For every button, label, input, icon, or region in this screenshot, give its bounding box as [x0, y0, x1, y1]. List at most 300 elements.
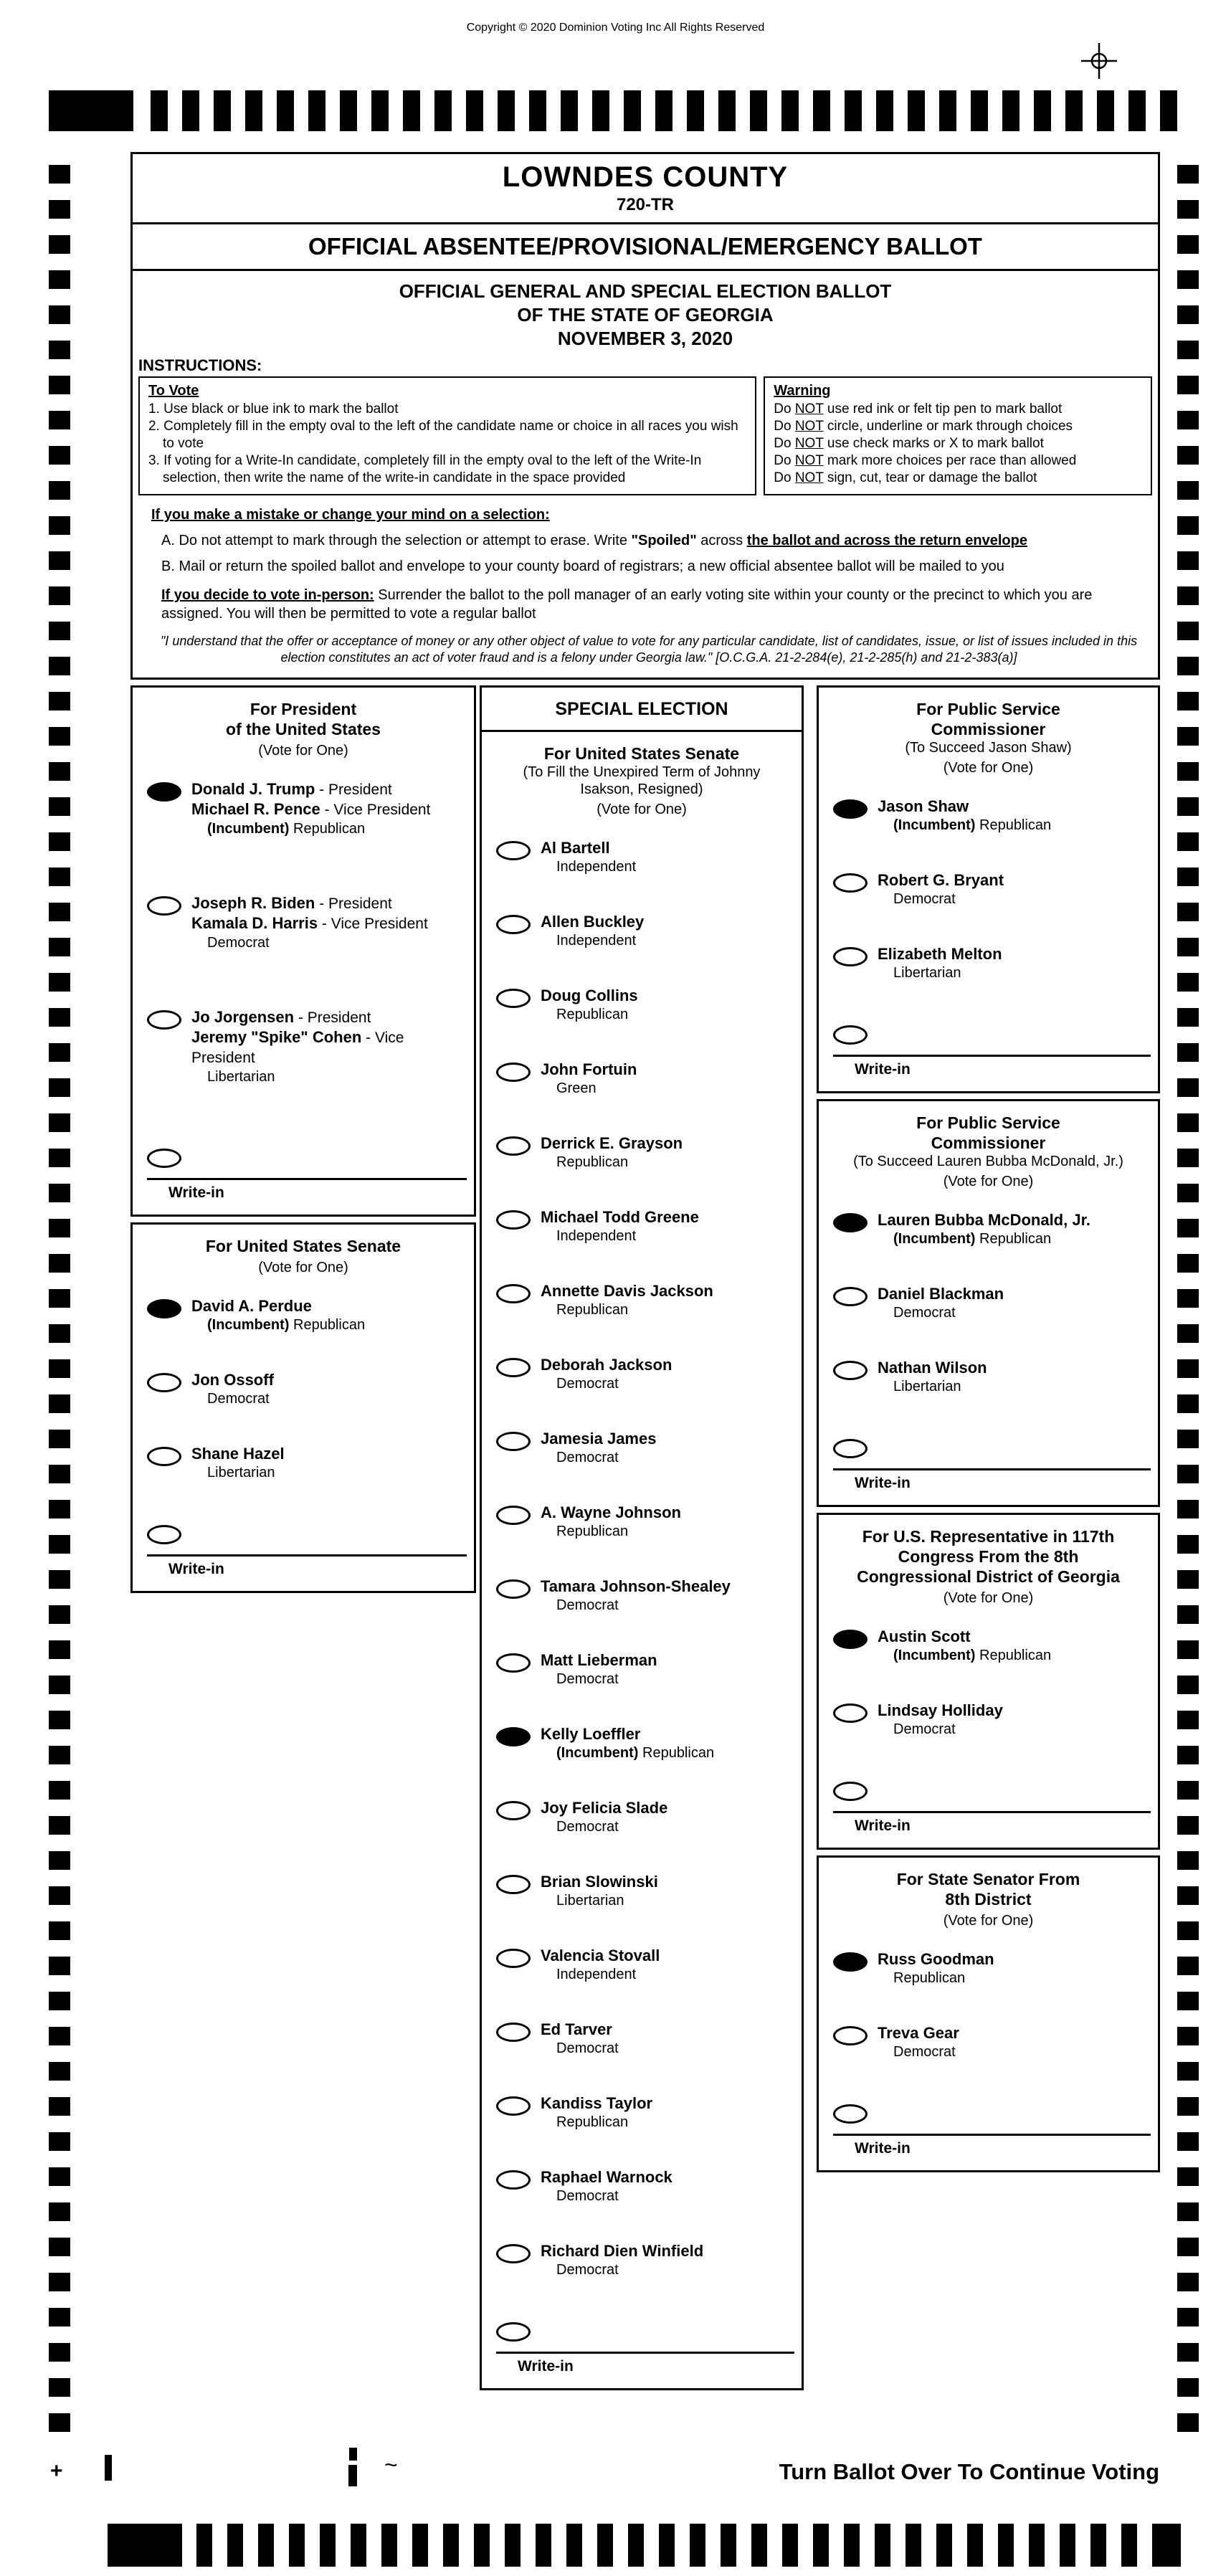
timing-mark [1177, 1149, 1199, 1167]
candidate-oval[interactable] [496, 2170, 531, 2190]
timing-mark [1177, 2097, 1199, 2116]
candidate-row [833, 1627, 1152, 1665]
timing-mark [49, 727, 70, 746]
candidate-party: (Incumbent) Republican [893, 1648, 1052, 1663]
candidate-party: Libertarian [207, 1465, 275, 1481]
timing-mark [340, 90, 357, 131]
candidate-oval[interactable] [147, 1373, 181, 1392]
contest-box [130, 685, 476, 1217]
candidate-party: Independent [556, 1967, 637, 1982]
timing-mark [49, 1500, 70, 1518]
vote-for-label: (Vote for One) [943, 760, 1034, 776]
candidate-name: Ed Tarver [541, 2020, 612, 2038]
timing-mark [49, 1324, 70, 1343]
timing-mark [443, 2524, 459, 2567]
candidate-row [147, 1370, 468, 1408]
printer-mark [348, 2465, 357, 2486]
candidate-oval[interactable] [833, 873, 868, 893]
candidate-row [496, 912, 796, 950]
timing-mark [628, 2524, 644, 2567]
timing-mark [536, 2524, 551, 2567]
candidate-row [833, 797, 1152, 835]
incumbent-label: (Incumbent) [556, 1745, 642, 1761]
candidate-row [147, 1444, 468, 1482]
timing-mark [939, 90, 956, 131]
contest-box [130, 1222, 476, 1593]
timing-mark [592, 90, 609, 131]
timing-mark [1177, 2273, 1199, 2291]
candidate-info [878, 944, 1002, 982]
candidate-party: Republican [556, 1524, 629, 1539]
candidate-name: Elizabeth Melton [878, 945, 1002, 963]
timing-mark [875, 2524, 890, 2567]
contest-header [819, 1858, 1158, 1934]
timing-mark [1177, 1886, 1199, 1905]
candidate-row [496, 2167, 796, 2205]
candidate-oval[interactable] [147, 1010, 181, 1030]
timing-mark [474, 2524, 490, 2567]
timing-mark [49, 551, 70, 570]
candidate-name: Lindsay Holliday [878, 1701, 1003, 1719]
candidate-party: (Incumbent) Republican [893, 1231, 1052, 1247]
timing-mark [49, 376, 70, 394]
timing-mark [49, 1254, 70, 1273]
candidate-list [819, 1934, 1158, 2061]
timing-mark [182, 90, 199, 131]
mistake-heading: If you make a mistake or change your mind on a selection: [151, 507, 550, 523]
timing-mark [1177, 1465, 1199, 1483]
candidate-info [541, 1133, 683, 1171]
timing-mark [782, 2524, 798, 2567]
candidate-info [191, 1370, 274, 1408]
write-in-oval[interactable] [833, 1439, 868, 1458]
candidate-info [541, 838, 636, 876]
candidate-name: Austin Scott [878, 1627, 971, 1645]
candidate-info [878, 1210, 1090, 1248]
candidate-oval-filled[interactable] [147, 782, 181, 802]
timing-mark [49, 2238, 70, 2256]
timing-mark [49, 165, 70, 184]
contest-subtitle: (To Succeed Jason Shaw) [905, 740, 1072, 756]
timing-mark [381, 2524, 397, 2567]
candidate-name: Joseph R. Biden - President [191, 894, 392, 912]
printer-mark [349, 2448, 357, 2461]
write-in-oval[interactable] [496, 2322, 531, 2342]
timing-mark [1177, 516, 1199, 535]
timing-mark [1177, 1184, 1199, 1202]
candidate-name: Al Bartell [541, 839, 610, 857]
timing-mark [566, 2524, 582, 2567]
candidate-name: Tamara Johnson-Shealey [541, 1577, 731, 1595]
candidate-info [541, 1798, 667, 1836]
candidate-oval[interactable] [496, 915, 531, 934]
contest-title: For Public Service [916, 1113, 1060, 1132]
timing-mark [49, 657, 70, 675]
instructions-boxes [133, 376, 1158, 495]
contest-box [817, 685, 1160, 1093]
candidate-oval[interactable] [833, 947, 868, 966]
timing-mark [998, 2524, 1014, 2567]
write-in-section [819, 2097, 1158, 2170]
candidate-oval[interactable] [147, 1447, 181, 1466]
candidate-info [191, 1296, 365, 1334]
timing-mark [1177, 2202, 1199, 2221]
timing-mark [49, 973, 70, 992]
timing-mark [1177, 2027, 1199, 2045]
timing-mark [1177, 481, 1199, 500]
timing-mark [1128, 90, 1146, 131]
candidate-list [819, 1611, 1158, 1739]
timing-mark [655, 90, 672, 131]
candidate-party: Libertarian [893, 965, 961, 981]
candidate-list [819, 781, 1158, 982]
timing-marks-bottom [108, 2524, 1181, 2567]
candidate-row [496, 1060, 796, 1098]
timing-mark [49, 1465, 70, 1483]
candidate-info [191, 1444, 285, 1482]
candidate-party: Republican [556, 1007, 629, 1022]
incumbent-label: (Incumbent) [893, 817, 979, 833]
timing-mark [277, 90, 294, 131]
vote-for-label: (Vote for One) [943, 1590, 1034, 1606]
timing-mark [351, 2524, 366, 2567]
candidate-name: Allen Buckley [541, 913, 645, 931]
candidate-oval[interactable] [496, 1579, 531, 1599]
candidate-oval-filled[interactable] [496, 1727, 531, 1746]
write-in-label: Write-in [855, 1475, 911, 1491]
contest-title: Commissioner [931, 1133, 1046, 1152]
timing-mark [1177, 235, 1199, 254]
candidate-oval[interactable] [496, 841, 531, 860]
write-in-oval[interactable] [147, 1525, 181, 1544]
timing-mark [1177, 1570, 1199, 1589]
candidate-office-suffix: - President [315, 781, 392, 798]
timing-mark [49, 2132, 70, 2151]
ballot-type-title: OFFICIAL ABSENTEE/PROVISIONAL/EMERGENCY BALLOT [133, 222, 1158, 271]
timing-mark [289, 2524, 305, 2567]
timing-mark [49, 1359, 70, 1378]
candidate-oval[interactable] [496, 1063, 531, 1082]
candidate-list [819, 1194, 1158, 1396]
candidate-oval[interactable] [833, 1361, 868, 1380]
candidate-party: Democrat [893, 1305, 956, 1321]
candidate-name: Russ Goodman [878, 1950, 994, 1968]
candidate-row [496, 2241, 796, 2279]
warning-item: Do NOT sign, cut, tear or damage the ballot [774, 470, 1037, 485]
candidate-row [496, 1577, 796, 1615]
candidate-party: Republican [893, 1970, 966, 1986]
ballot-header [130, 152, 1160, 680]
candidate-party: Democrat [893, 891, 956, 907]
candidate-info [541, 1060, 637, 1098]
warning-items [774, 401, 1142, 487]
candidate-name: Jeremy "Spike" Cohen - Vice President [191, 1028, 404, 1066]
contest-header [819, 1515, 1158, 1611]
timing-mark [371, 90, 389, 131]
voter-fraud-notice: "I understand that the offer or acceptance of money or any other object of value to vote for any particular candidate, list of candidates, issue, or list of issues included in this election constitutes an act of voter fraud and is a felony under Georgia law." [O.C.G.A. 21-2-284(e), 21-2-285(h) and 21-2-383(a)] [160, 634, 1138, 665]
to-vote-item: 3. If voting for a Write-In candidate, completely fill in the empty oval to the left of the Write-In selection, then write the name of the write-in candidate in the space provided [148, 453, 702, 485]
timing-mark [1177, 1254, 1199, 1273]
candidate-party: Republican [556, 1302, 629, 1318]
candidate-oval[interactable] [496, 1875, 531, 1894]
candidate-party: Democrat [893, 2044, 956, 2060]
contest-title: Congress From the 8th [898, 1547, 1079, 1566]
candidate-row [496, 1207, 796, 1245]
timing-mark [781, 90, 799, 131]
timing-mark [49, 235, 70, 254]
timing-mark [1177, 586, 1199, 605]
candidate-name: Donald J. Trump - President [191, 780, 392, 798]
candidate-party: Republican [556, 2114, 629, 2130]
candidate-party: Democrat [556, 1376, 619, 1392]
timing-mark [49, 622, 70, 640]
timing-mark [49, 797, 70, 816]
timing-mark [49, 1394, 70, 1413]
write-in-label: Write-in [168, 1184, 224, 1201]
timing-mark [49, 341, 70, 359]
candidate-row [496, 1946, 796, 1984]
contest-title: For Public Service [916, 700, 1060, 718]
candidate-name: Matt Lieberman [541, 1651, 657, 1669]
candidate-oval[interactable] [496, 1949, 531, 1968]
write-in-oval[interactable] [833, 1025, 868, 1045]
timing-mark [1177, 832, 1199, 851]
candidate-oval[interactable] [496, 2096, 531, 2116]
candidate-oval[interactable] [833, 1287, 868, 1306]
timing-mark [49, 305, 70, 324]
election-date: NOVEMBER 3, 2020 [557, 328, 733, 349]
candidate-row [833, 2023, 1152, 2061]
contest-title: Commissioner [931, 720, 1046, 738]
timing-mark [1177, 270, 1199, 289]
mistake-items [151, 531, 1146, 576]
candidate-party: Independent [556, 859, 637, 875]
timing-mark [1177, 797, 1199, 816]
timing-mark [1177, 1921, 1199, 1940]
candidate-oval[interactable] [833, 2026, 868, 2045]
contest-title: of the United States [226, 720, 381, 738]
timing-mark [1177, 1535, 1199, 1554]
timing-mark [49, 1851, 70, 1870]
copyright-text: Copyright © 2020 Dominion Voting Inc All Rights Reserved [466, 22, 765, 34]
candidate-name: David A. Perdue [191, 1297, 312, 1315]
candidate-name: Daniel Blackman [878, 1285, 1004, 1303]
write-in-oval[interactable] [147, 1149, 181, 1168]
candidate-row [147, 779, 468, 838]
candidate-oval[interactable] [496, 1653, 531, 1673]
candidate-oval[interactable] [496, 2244, 531, 2263]
registration-crosshair-icon [1081, 43, 1117, 79]
candidate-oval-filled[interactable] [147, 1299, 181, 1318]
candidate-oval-filled[interactable] [833, 1630, 868, 1649]
timing-mark [1177, 1676, 1199, 1694]
ballot-style-code: 720-TR [616, 195, 675, 214]
timing-mark [845, 90, 862, 131]
timing-mark [403, 90, 420, 131]
timing-mark [1177, 727, 1199, 746]
timing-mark [687, 90, 704, 131]
candidate-info [541, 1207, 699, 1245]
timing-mark [49, 2027, 70, 2045]
candidate-name: Robert G. Bryant [878, 871, 1004, 889]
candidate-info [878, 870, 1004, 908]
write-in-section [133, 1141, 474, 1215]
vote-for-label: (Vote for One) [597, 802, 687, 817]
timing-mark [1177, 1043, 1199, 1062]
timing-mark [1177, 1394, 1199, 1413]
timing-mark [1177, 973, 1199, 992]
candidate-party: Democrat [556, 2262, 619, 2278]
candidate-oval[interactable] [496, 1210, 531, 1230]
candidate-oval[interactable] [147, 896, 181, 916]
candidate-oval[interactable] [496, 1801, 531, 1820]
candidate-info [878, 797, 1051, 835]
candidate-name: Deborah Jackson [541, 1356, 672, 1374]
timing-mark [1034, 90, 1051, 131]
candidate-name: Shane Hazel [191, 1445, 285, 1463]
candidate-party: (Incumbent) Republican [207, 1317, 366, 1333]
contest-box [817, 1099, 1160, 1507]
timing-mark [1177, 657, 1199, 675]
contest-box [817, 1855, 1160, 2172]
candidate-party: Libertarian [893, 1379, 961, 1394]
timing-mark [49, 1008, 70, 1027]
timing-mark [1177, 1640, 1199, 1659]
timing-mark [49, 1640, 70, 1659]
candidate-oval[interactable] [496, 2023, 531, 2042]
warning-item: Do NOT mark more choices per race than allowed [774, 453, 1077, 468]
timing-mark [813, 2524, 829, 2567]
contest-box [480, 685, 804, 2390]
candidate-oval-filled[interactable] [833, 799, 868, 819]
candidate-oval[interactable] [496, 989, 531, 1008]
candidate-oval-filled[interactable] [833, 1213, 868, 1232]
vote-for-label: (Vote for One) [943, 1174, 1034, 1189]
timing-mark [258, 2524, 274, 2567]
timing-mark [49, 2343, 70, 2362]
candidate-info [541, 1872, 658, 1910]
write-in-label: Write-in [855, 1817, 911, 1834]
timing-mark [624, 90, 641, 131]
timing-mark [49, 1711, 70, 1729]
candidate-row [833, 870, 1152, 908]
candidate-party: Republican [556, 1154, 629, 1170]
timing-mark [49, 1605, 70, 1624]
timing-mark [1177, 1359, 1199, 1378]
to-vote-title: To Vote [148, 383, 199, 399]
election-title-line1: OFFICIAL GENERAL AND SPECIAL ELECTION BALLOT [399, 280, 892, 302]
candidate-info [878, 1701, 1003, 1739]
timing-mark [49, 481, 70, 500]
timing-mark [1177, 1992, 1199, 2010]
vote-for-label: (Vote for One) [258, 743, 348, 759]
timing-mark [1177, 2238, 1199, 2256]
candidate-info [191, 779, 430, 838]
timing-mark [659, 2524, 675, 2567]
candidate-oval[interactable] [496, 1506, 531, 1525]
write-in-oval[interactable] [833, 2104, 868, 2124]
alignment-plus-mark: + [50, 2459, 63, 2483]
candidate-name: A. Wayne Johnson [541, 1503, 681, 1521]
timing-block [108, 2524, 182, 2567]
timing-mark [1177, 2378, 1199, 2397]
timing-mark [308, 90, 325, 131]
candidate-oval[interactable] [496, 1358, 531, 1377]
timing-mark [1177, 341, 1199, 359]
candidate-office-suffix: - Vice President [320, 802, 431, 818]
write-in-oval[interactable] [833, 1782, 868, 1801]
candidate-name: Doug Collins [541, 987, 638, 1004]
candidate-name: Jason Shaw [878, 797, 969, 815]
write-in-section [482, 2315, 802, 2388]
candidate-info [191, 893, 428, 952]
timing-mark [1160, 90, 1177, 131]
candidate-oval-filled[interactable] [833, 1952, 868, 1972]
candidate-info [878, 2023, 959, 2061]
candidate-info [541, 1724, 714, 1762]
candidate-party: Independent [556, 1228, 637, 1244]
candidate-office-suffix: - Vice President [318, 916, 428, 932]
timing-mark [1177, 446, 1199, 465]
timing-mark [49, 1781, 70, 1800]
timing-mark [1177, 2308, 1199, 2327]
candidate-name: Jo Jorgensen - President [191, 1008, 371, 1026]
contest-header [133, 1225, 474, 1280]
timing-mark [49, 903, 70, 921]
timing-mark [49, 762, 70, 781]
timing-mark [49, 1746, 70, 1764]
election-title [133, 271, 1158, 353]
election-title-line2: OF THE STATE OF GEORGIA [517, 304, 774, 325]
timing-mark [1177, 200, 1199, 219]
vote-for-label: (Vote for One) [258, 1260, 348, 1275]
warning-item: Do NOT use red ink or felt tip pen to mark ballot [774, 401, 1063, 417]
incumbent-label: (Incumbent) [893, 1648, 979, 1663]
incumbent-label: (Incumbent) [207, 821, 293, 837]
timing-mark [49, 1886, 70, 1905]
candidate-oval[interactable] [496, 1284, 531, 1303]
candidate-row [496, 1650, 796, 1688]
candidate-oval[interactable] [496, 1432, 531, 1451]
contest-title: For United States Senate [543, 744, 740, 763]
in-person-heading: If you decide to vote in-person: [161, 587, 374, 603]
timing-mark [49, 2378, 70, 2397]
timing-mark [597, 2524, 613, 2567]
ballot-content [130, 152, 1160, 2396]
contest-title: 8th District [945, 1890, 1032, 1909]
candidate-name: Raphael Warnock [541, 2168, 672, 2186]
candidate-row [833, 1210, 1152, 1248]
candidate-info [541, 986, 638, 1024]
timing-marks-top [49, 90, 1192, 131]
incumbent-label: (Incumbent) [207, 1317, 293, 1333]
timing-mark [49, 270, 70, 289]
candidate-oval[interactable] [833, 1703, 868, 1723]
timing-mark [1177, 762, 1199, 781]
timing-mark [412, 2524, 428, 2567]
timing-mark [1177, 1957, 1199, 1975]
contest-subtitle: (To Fill the Unexpired Term of Johnny [523, 764, 761, 780]
timing-mark [813, 90, 830, 131]
timing-mark [844, 2524, 860, 2567]
candidate-party: Independent [556, 933, 637, 949]
timing-mark [1177, 1324, 1199, 1343]
candidate-row [496, 1281, 796, 1319]
candidate-row [147, 1007, 468, 1086]
candidate-oval[interactable] [496, 1136, 531, 1156]
timing-mark [1177, 622, 1199, 640]
timing-mark [1177, 2132, 1199, 2151]
